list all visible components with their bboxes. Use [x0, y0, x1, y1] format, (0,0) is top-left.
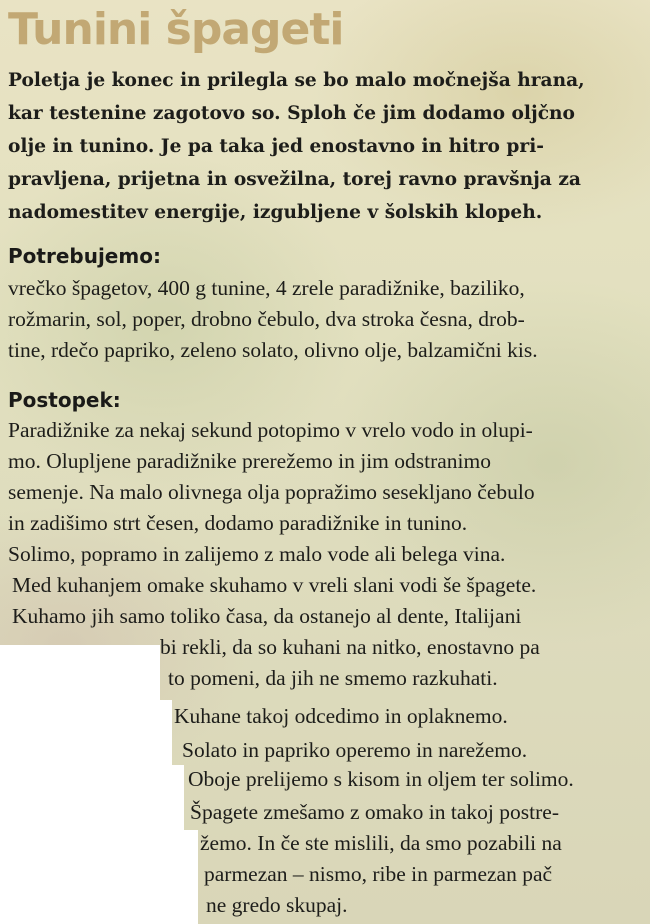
intro-line: pravljena, prijetna in osvežilna, torej ravno pravšnja za — [8, 169, 581, 190]
ingredients-line: vrečko špagetov, 400 g tunine, 4 zrele paradižnike, baziliko, — [8, 276, 525, 300]
page-cutout — [184, 830, 198, 924]
ingredients-line: tine, rdečo papriko, zeleno solato, olivno olje, balzamični kis. — [8, 338, 538, 362]
procedure-line: Špagete zmešamo z omako in takoj postre- — [190, 800, 559, 824]
procedure-line: Paradižnike za nekaj sekund potopimo v vrelo vodo in olupi- — [8, 418, 533, 442]
page-cutout — [160, 700, 172, 924]
intro-paragraph — [8, 64, 648, 229]
procedure-line: Solato in papriko operemo in narežemo. — [182, 738, 528, 762]
recipe-title: Tunini špageti — [8, 4, 344, 55]
procedure-line: Kuhamo jih samo toliko časa, da ostanejo al dente, Italijani — [12, 604, 522, 628]
ingredients-heading: Potrebujemo: — [8, 244, 161, 268]
intro-line: kar testenine zagotovo so. Sploh če jim dodamo oljčno — [8, 103, 575, 124]
procedure-line: to pomeni, da jih ne smemo razkuhati. — [168, 666, 498, 690]
procedure-heading: Postopek: — [8, 388, 121, 412]
intro-line: Poletja je konec in prilegla se bo malo močnejša hrana, — [8, 70, 585, 91]
procedure-line: in zadišimo strt česen, dodamo paradižnike in tunino. — [8, 511, 468, 535]
ingredients-line: rožmarin, sol, poper, drobno čebulo, dva stroka česna, drob- — [8, 307, 525, 331]
procedure-paragraph-1 — [8, 418, 535, 573]
procedure-line: ne gredo skupaj. — [206, 893, 348, 917]
procedure-line: parmezan – nismo, ribe in parmezan pač — [204, 862, 553, 886]
procedure-line: bi rekli, da so kuhani na nitko, enostavno pa — [160, 635, 540, 659]
procedure-line: žemo. In če ste mislili, da smo pozabili na — [200, 831, 562, 855]
procedure-line: semenje. Na malo olivnega olja popražimo sesekljano čebulo — [8, 480, 535, 504]
page-cutout — [0, 645, 160, 924]
intro-line: olje in tunino. Je pa taka jed enostavno in hitro pri- — [8, 136, 545, 157]
procedure-line: Kuhane takoj odcedimo in oplaknemo. — [174, 704, 508, 728]
procedure-line: mo. Olupljene paradižnike prerežemo in jim odstranimo — [8, 449, 492, 473]
ingredients-paragraph — [8, 276, 538, 369]
procedure-line: Solimo, popramo in zalijemo z malo vode ali belega vina. — [8, 542, 506, 566]
procedure-line: Med kuhanjem omake skuhamo v vreli slani vodi še špagete. — [12, 573, 537, 597]
procedure-line: Oboje prelijemo s kisom in oljem ter solimo. — [188, 767, 574, 791]
intro-line: nadomestitev energije, izgubljene v šolskih klopeh. — [8, 202, 543, 223]
page-cutout — [172, 765, 184, 924]
